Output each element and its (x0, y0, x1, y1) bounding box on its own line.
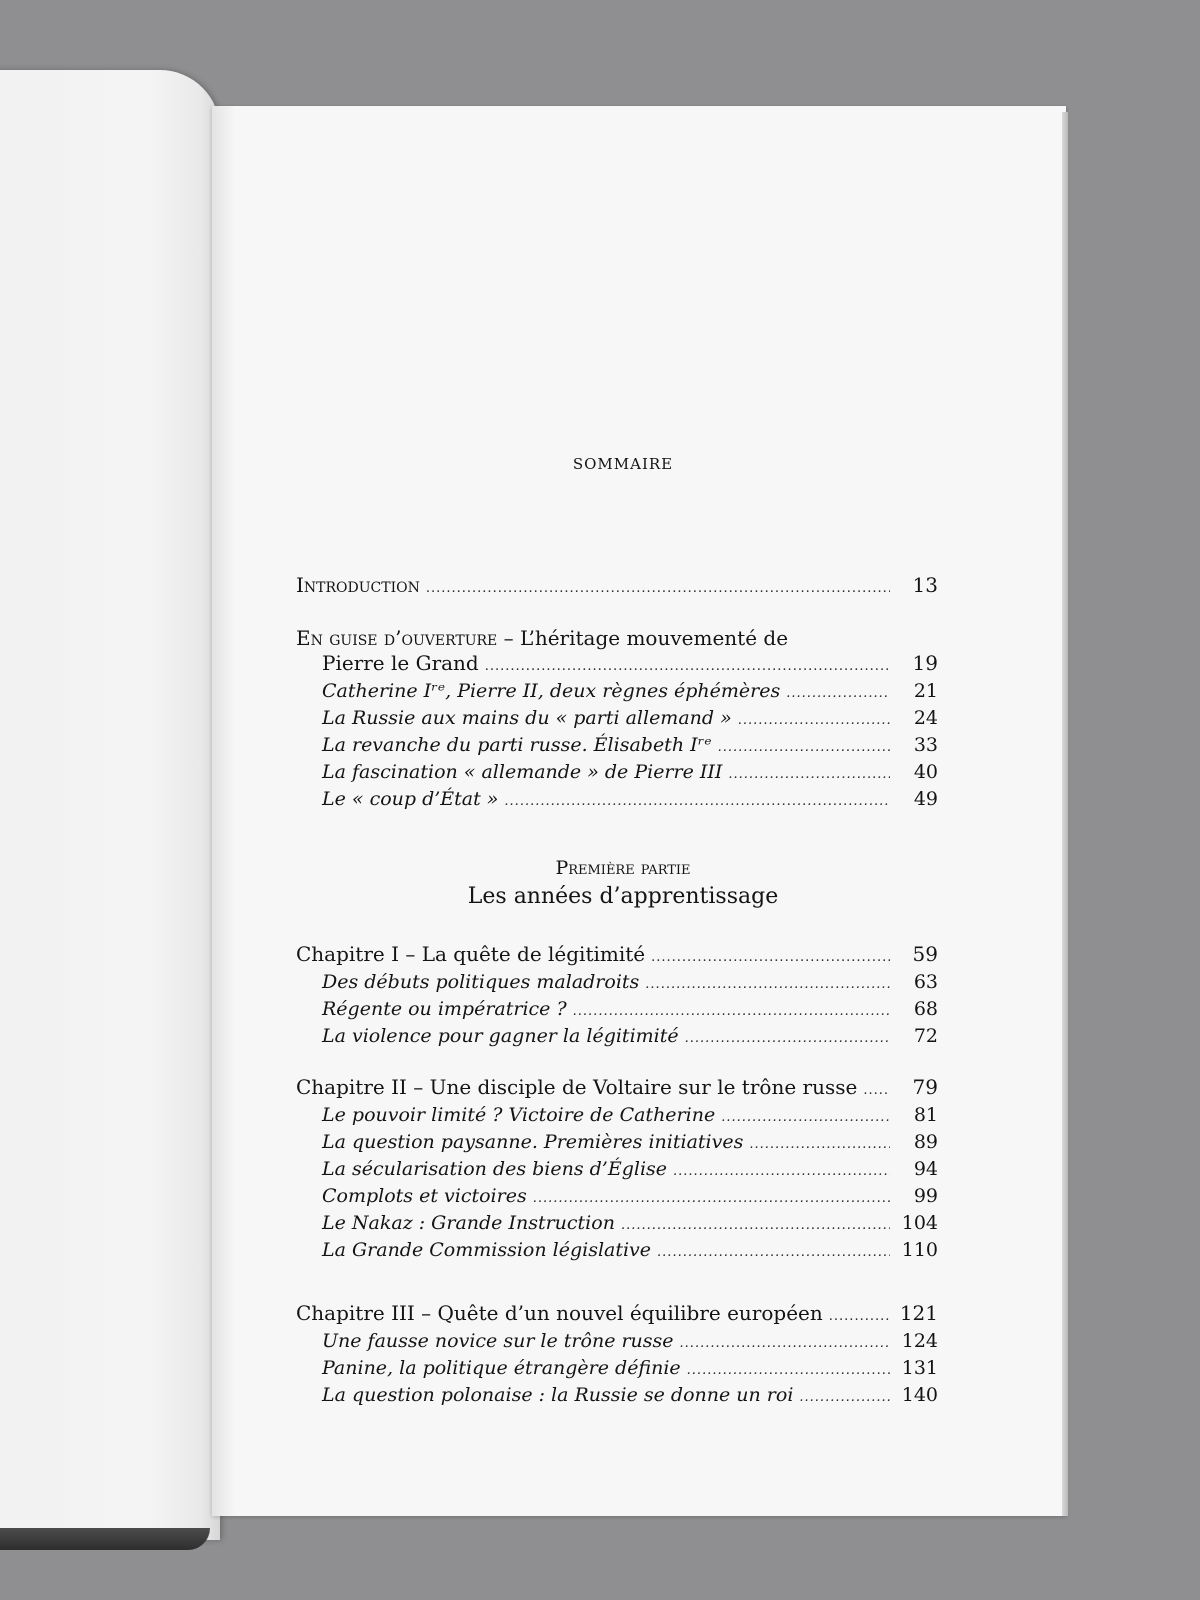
part-heading (296, 854, 938, 912)
entry-title-rest: – L’héritage mouvementé de (497, 626, 789, 650)
entry-title: Le Nakaz : Grande Instruction (322, 1212, 615, 1234)
toc-ouverture (296, 625, 938, 814)
toc-entry (296, 573, 938, 601)
entry-title-line1 (296, 625, 938, 651)
entry-page: 104 (901, 1212, 938, 1234)
dot-leader (728, 763, 890, 787)
toc-heading: SOMMAIRE (572, 455, 674, 473)
entry-page: 21 (913, 680, 938, 702)
part-name: Les années d’apprentissage (467, 884, 779, 909)
toc-introduction (296, 573, 938, 601)
toc-chapter-entry (296, 942, 938, 970)
toc-subentry (296, 1103, 938, 1130)
entry-page: 124 (901, 1330, 938, 1352)
entry-title: La revanche du parti russe. Élisabeth Iʳᵉ (322, 734, 712, 756)
entry-title: Panine, la politique étrangère définie (322, 1357, 681, 1379)
entry-page: 59 (912, 942, 938, 966)
book-cover-edge (0, 1528, 210, 1550)
entry-page: 79 (912, 1075, 938, 1099)
entry-page: 68 (913, 998, 938, 1020)
dot-leader (829, 1304, 890, 1329)
entry-title-line2: Pierre le Grand (322, 651, 479, 675)
table-of-contents (296, 455, 938, 1434)
entry-page: 49 (913, 788, 938, 810)
entry-title: La violence pour gagner la légitimité (322, 1025, 679, 1047)
part-label: Première partie (555, 857, 691, 879)
entry-title: La fascination « allemande » de Pierre III (322, 761, 723, 783)
toc-chapter (296, 942, 938, 1051)
dot-leader (863, 1078, 890, 1103)
entry-title: Le pouvoir limité ? Victoire de Catherine (322, 1104, 716, 1126)
toc-subentry (296, 1238, 938, 1265)
entry-title: Une fausse novice sur le trône russe (322, 1330, 674, 1352)
toc-subentry (296, 997, 938, 1024)
entry-page: 121 (899, 1301, 938, 1325)
dot-leader (657, 1241, 890, 1265)
entry-title: Complots et victoires (322, 1185, 527, 1207)
entry-page: 99 (913, 1185, 938, 1207)
toc-subentry (296, 787, 938, 814)
toc-subentry (296, 1383, 938, 1410)
dot-leader (621, 1214, 890, 1238)
entry-page: 24 (913, 707, 938, 729)
dot-leader (504, 790, 890, 814)
entry-title: Chapitre II – Une disciple de Voltaire sur le trône russe (296, 1075, 858, 1099)
entry-title-smallcaps: En guise d’ouverture (296, 626, 498, 650)
entry-title: Le « coup d’État » (322, 788, 499, 810)
entry-page: 13 (912, 573, 938, 597)
toc-chapters (296, 942, 938, 1410)
toc-subentry (296, 1024, 938, 1051)
dot-leader (685, 1027, 890, 1051)
entry-page: 40 (913, 761, 938, 783)
dot-leader (721, 1106, 890, 1130)
toc-chapter (296, 1301, 938, 1410)
dot-leader (687, 1359, 890, 1383)
entry-page: 131 (901, 1357, 938, 1379)
entry-title: Régente ou impératrice ? (322, 998, 567, 1020)
entry-page: 140 (901, 1384, 938, 1406)
entry-page: 63 (913, 971, 938, 993)
toc-entry (296, 651, 938, 679)
entry-page: 72 (913, 1025, 938, 1047)
entry-page: 33 (913, 734, 938, 756)
page-edge (1062, 112, 1068, 1516)
dot-leader (680, 1332, 890, 1356)
entry-title: Des débuts politiques maladroits (322, 971, 640, 993)
left-page (0, 70, 220, 1540)
toc-subentries (296, 679, 938, 814)
page-gutter-shadow (212, 106, 236, 1516)
toc-subentry (296, 1329, 938, 1356)
dot-leader (738, 709, 890, 733)
entry-page: 89 (913, 1131, 938, 1153)
toc-subentry (296, 1130, 938, 1157)
dot-leader (718, 736, 890, 760)
entry-title: La Grande Commission législative (322, 1239, 652, 1261)
toc-subentry (296, 679, 938, 706)
dot-leader (645, 973, 890, 997)
dot-leader (533, 1187, 890, 1211)
entry-page: 81 (913, 1104, 938, 1126)
entry-title: La question polonaise : la Russie se donne un roi (322, 1384, 794, 1406)
entry-page: 19 (912, 651, 938, 675)
entry-title: La Russie aux mains du « parti allemand » (322, 707, 732, 729)
dot-leader (799, 1386, 890, 1410)
dot-leader (749, 1133, 890, 1157)
entry-page: 94 (913, 1158, 938, 1180)
entry-title: La sécularisation des biens d’Église (322, 1158, 668, 1180)
entry-title: Chapitre III – Quête d’un nouvel équilibre européen (296, 1301, 823, 1325)
entry-title: Introduction (296, 573, 420, 597)
toc-subentry (296, 733, 938, 760)
toc-subentry (296, 706, 938, 733)
entry-title: Catherine Iʳᵉ, Pierre II, deux règnes éphémères (322, 680, 781, 702)
toc-subentry (296, 1184, 938, 1211)
toc-subentry (296, 1356, 938, 1383)
dot-leader (426, 576, 890, 601)
entry-title: La question paysanne. Premières initiatives (322, 1131, 744, 1153)
dot-leader (786, 682, 890, 706)
dot-leader (485, 654, 890, 679)
dot-leader (651, 945, 890, 970)
entry-page: 110 (901, 1239, 938, 1261)
dot-leader (573, 1000, 890, 1024)
toc-chapter-entry (296, 1301, 938, 1329)
toc-subentry (296, 970, 938, 997)
toc-subentry (296, 1211, 938, 1238)
toc-chapter (296, 1075, 938, 1265)
toc-chapter-entry (296, 1075, 938, 1103)
toc-subentry (296, 1157, 938, 1184)
dot-leader (673, 1160, 890, 1184)
entry-title: Chapitre I – La quête de légitimité (296, 942, 646, 966)
toc-subentry (296, 760, 938, 787)
